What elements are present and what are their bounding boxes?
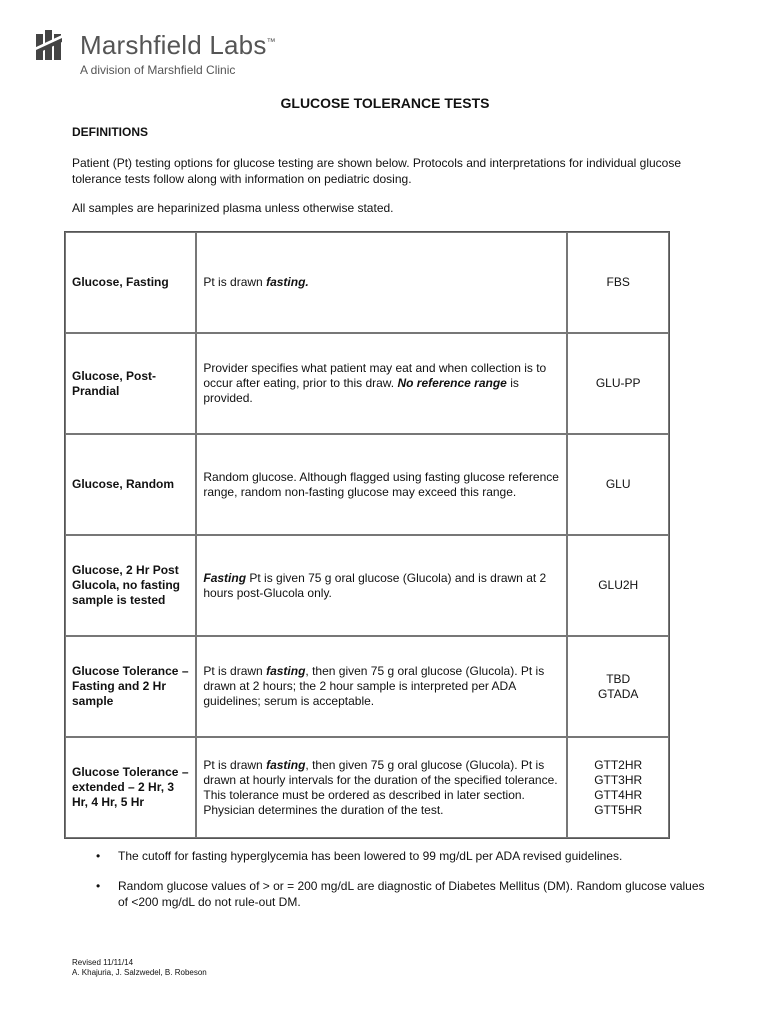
table-row — [65, 535, 669, 636]
test-description: Pt is drawn fasting, then given 75 g oral glucose (Glucola). Pt is drawn at hourly intervals for the duration of the specified tolerance. This tolerance must be ordered as described in later section. Physician determines the duration of the test. — [196, 737, 567, 838]
brand-name: Marshfield Labs™ — [80, 30, 276, 60]
intro-paragraph: Patient (Pt) testing options for glucose testing are shown below. Protocols and interpretations for individual glucose tolerance tests follow along with information on pediatric dosing. — [72, 156, 682, 186]
bullet-icon: • — [96, 879, 101, 893]
bullet-icon: • — [96, 849, 101, 863]
test-code: GLU-PP — [567, 333, 669, 434]
test-name: Glucose, Fasting — [65, 232, 196, 333]
revised-date: Revised 11/11/14 — [72, 958, 134, 967]
test-code: GLU — [567, 434, 669, 535]
table-row — [65, 434, 669, 535]
marshfield-labs-logo — [34, 28, 276, 77]
test-description: Fasting Pt is given 75 g oral glucose (Glucola) and is drawn at 2 hours post-Glucola only. — [196, 535, 567, 636]
authors: A. Khajuria, J. Salzwedel, B. Robeson — [72, 968, 207, 977]
test-code: TBD GTADA — [567, 636, 669, 737]
glucose-tests-table — [64, 231, 670, 839]
test-description: Random glucose. Although flagged using fasting glucose reference range, random non-fasting glucose may exceed this range. — [196, 434, 567, 535]
table-row — [65, 333, 669, 434]
test-code: FBS — [567, 232, 669, 333]
test-name: Glucose Tolerance – Fasting and 2 Hr sample — [65, 636, 196, 737]
test-description: Pt is drawn fasting. — [196, 232, 567, 333]
test-name: Glucose, 2 Hr Post Glucola, no fasting sample is tested — [65, 535, 196, 636]
test-name: Glucose, Random — [65, 434, 196, 535]
table-row — [65, 232, 669, 333]
notes-list — [98, 848, 708, 924]
table-row — [65, 636, 669, 737]
test-code: GLU2H — [567, 535, 669, 636]
marshfield-emblem-icon — [34, 28, 70, 64]
table-row — [65, 737, 669, 838]
brand-subtitle: A division of Marshfield Clinic — [80, 63, 236, 77]
page-title: GLUCOSE TOLERANCE TESTS — [280, 95, 490, 111]
test-description: Provider specifies what patient may eat and when collection is to occur after eating, prior to this draw. No reference range is provided. — [196, 333, 567, 434]
revision-footer — [72, 958, 207, 978]
definitions-heading: DEFINITIONS — [72, 125, 149, 139]
test-description: Pt is drawn fasting, then given 75 g oral glucose (Glucola). Pt is drawn at 2 hours; the 2 hour sample is interpreted per ADA guidelines; serum is acceptable. — [196, 636, 567, 737]
list-item: • The cutoff for fasting hyperglycemia has been lowered to 99 mg/dL per ADA revised guidelines. — [96, 849, 623, 863]
samples-note: All samples are heparinized plasma unless otherwise stated. — [72, 201, 394, 215]
test-name: Glucose Tolerance – extended – 2 Hr, 3 Hr, 4 Hr, 5 Hr — [65, 737, 196, 838]
test-code: GTT2HR GTT3HR GTT4HR GTT5HR — [567, 737, 669, 838]
test-name: Glucose, Post-Prandial — [65, 333, 196, 434]
list-item: • Random glucose values of > or = 200 mg/dL are diagnostic of Diabetes Mellitus (DM). Random glucose values of <200 mg/dL do not rule-out DM. — [96, 879, 705, 909]
